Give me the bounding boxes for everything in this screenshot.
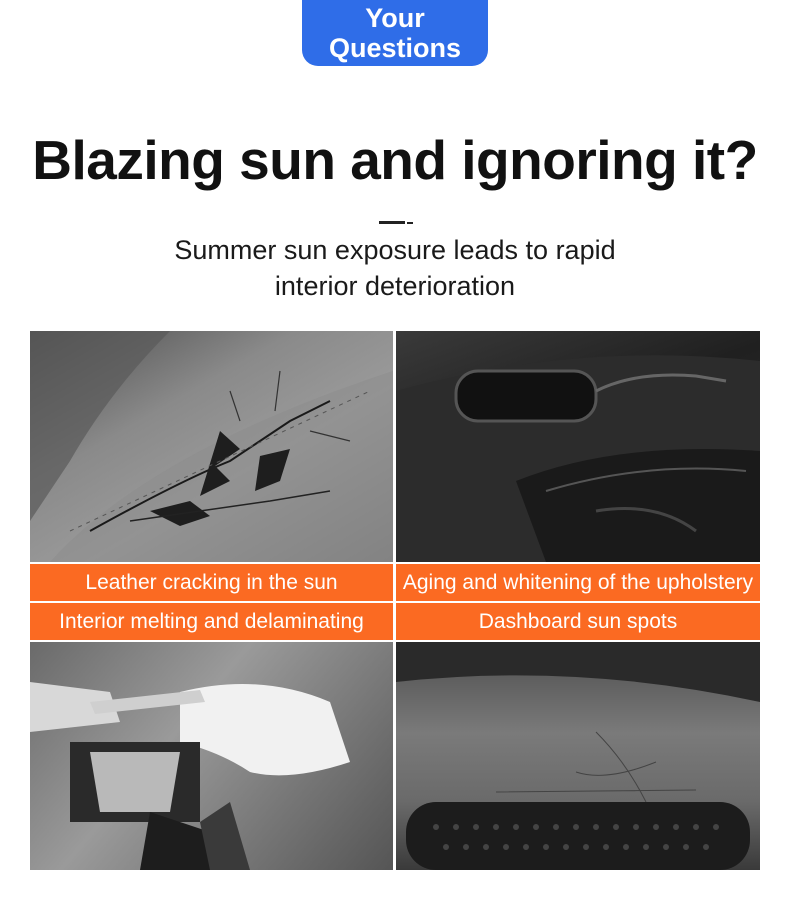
upholstery-aging-photo bbox=[396, 331, 760, 562]
your-questions-badge bbox=[302, 0, 488, 66]
badge-line-2: Questions bbox=[328, 33, 462, 63]
subtitle bbox=[95, 232, 695, 304]
dashboard-sun-spots-photo bbox=[396, 642, 760, 870]
subtitle-line-1: Summer sun exposure leads to rapid bbox=[174, 235, 616, 265]
problem-grid bbox=[30, 331, 760, 870]
headline: Blazing sun and ignoring it? bbox=[32, 129, 758, 191]
divider-dash bbox=[379, 221, 405, 224]
caption-upholstery-aging: Aging and whitening of the upholstery bbox=[396, 564, 760, 601]
badge-line-1: Your bbox=[365, 3, 425, 33]
caption-leather-cracking: Leather cracking in the sun bbox=[30, 564, 393, 601]
leather-cracking-photo bbox=[30, 331, 393, 562]
divider-dot bbox=[407, 222, 413, 224]
subtitle-line-2: interior deterioration bbox=[274, 271, 516, 301]
caption-dashboard-sun-spots: Dashboard sun spots bbox=[396, 603, 760, 640]
interior-melting-photo bbox=[30, 642, 393, 870]
caption-interior-melting: Interior melting and delaminating bbox=[30, 603, 393, 640]
